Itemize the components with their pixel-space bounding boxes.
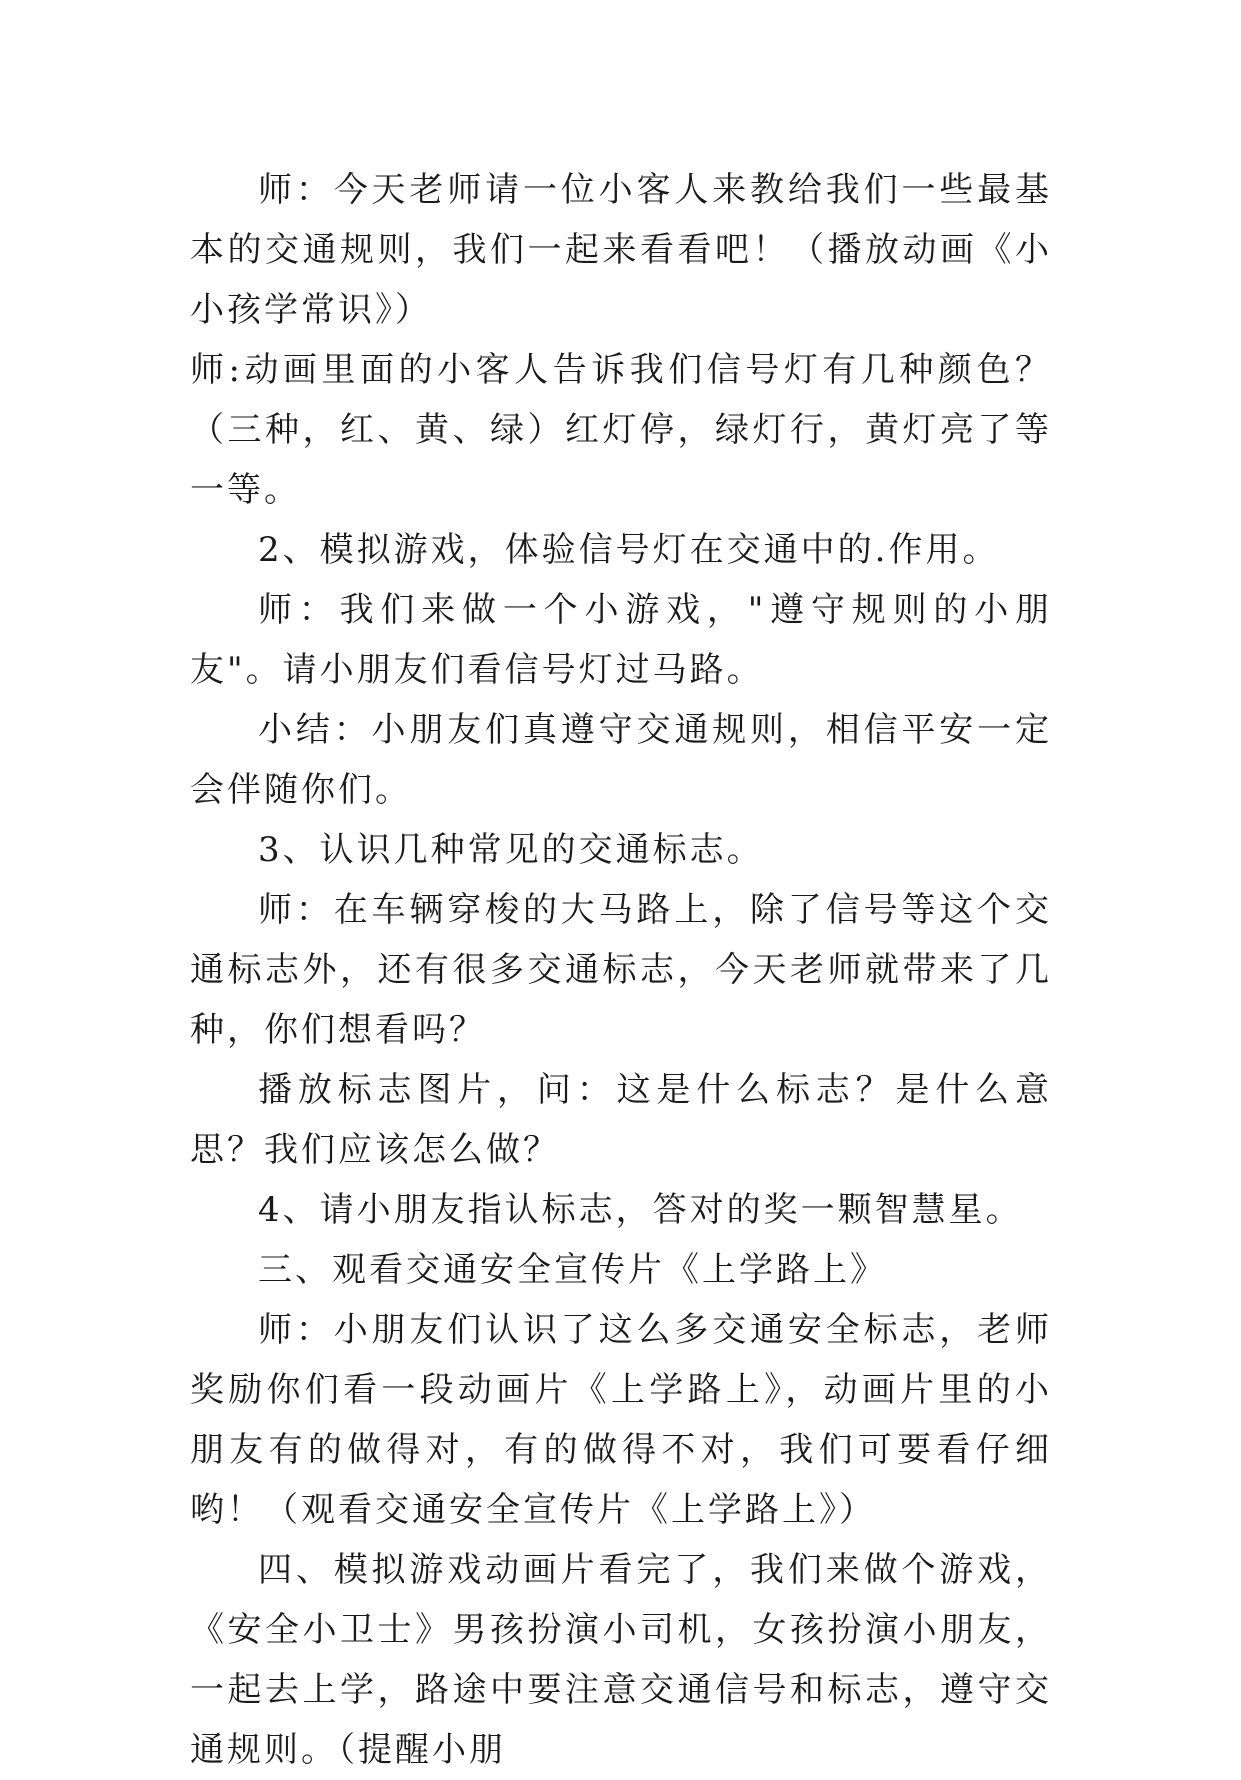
paragraph: 播放标志图片，问：这是什么标志？是什么意思？我们应该怎么做？ <box>190 1070 1052 1170</box>
paragraph: 三、观看交通安全宣传片《上学路上》 <box>258 1250 887 1290</box>
paragraph: 3、认识几种常见的交通标志。 <box>258 830 764 870</box>
paragraph: 小结：小朋友们真遵守交通规则，相信平安一定会伴随你们。 <box>190 710 1052 810</box>
paragraph: 师：小朋友们认识了这么多交通安全标志，老师奖励你们看一段动画片《上学路上》，动画片里的小朋友有的做得对，有的做得不对，我们可要看仔细哟！（观看交通安全宣传片《上学路上》） <box>190 1310 1052 1530</box>
paragraph: 师：今天老师请一位小客人来教给我们一些最基本的交通规则，我们一起来看看吧！（播放动画《小小孩学常识》） <box>190 170 1052 330</box>
paragraph: 师：在车辆穿梭的大马路上，除了信号等这个交通标志外，还有很多交通标志，今天老师就带来了几种，你们想看吗？ <box>190 890 1052 1050</box>
paragraph: 师：我们来做一个小游戏，"遵守规则的小朋友"。请小朋友们看信号灯过马路。 <box>190 590 1052 690</box>
paragraph: 2、模拟游戏，体验信号灯在交通中的.作用。 <box>258 530 1000 570</box>
paragraph: 四、模拟游戏动画片看完了，我们来做个游戏，《安全小卫士》男孩扮演小司机，女孩扮演小朋友，一起去上学，路途中要注意交通信号和标志，遵守交通规则。（提醒小朋 <box>190 1550 1052 1770</box>
paragraph: 师:动画里面的小客人告诉我们信号灯有几种颜色？（三种，红、黄、绿）红灯停，绿灯行，黄灯亮了等一等。 <box>190 350 1052 510</box>
paragraph: 4、请小朋友指认标志，答对的奖一颗智慧星。 <box>258 1190 1023 1230</box>
document-body <box>190 160 1052 1780</box>
